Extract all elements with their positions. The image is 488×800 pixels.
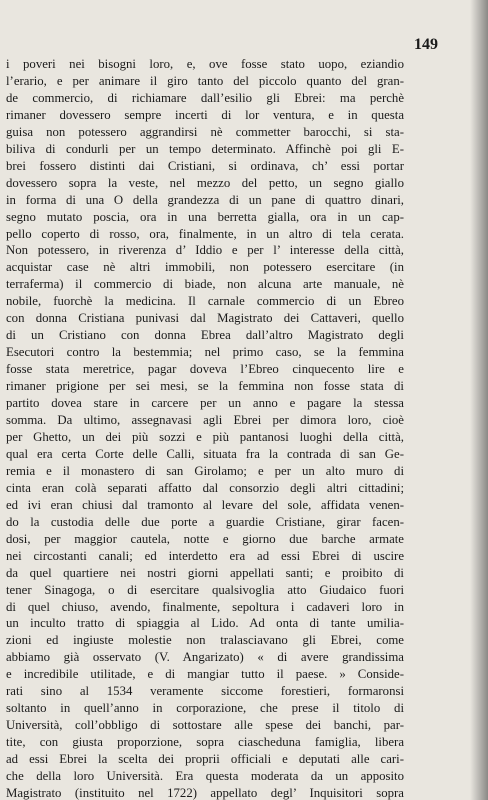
text-line: fosse stata meretrice, pagar doveva l’Ebreo cinquecento lire e — [6, 362, 404, 377]
text-line: Magistrato (instituito nel 1722) appellato degl’ Inquisitori sopra — [6, 785, 404, 800]
text-line: Non potessero, in riverenza d’ Iddio e per l’ interesse della città, — [6, 243, 404, 258]
text-line: da quel quartiere nei nostri giorni appellati santi; e proibito di — [6, 565, 404, 580]
text-line: brei fossero distinti dai Cristiani, si ordinava, ch’ essi portar — [6, 158, 404, 173]
text-line: Esecutori contro la bestemmia; nel primo caso, se la femmina — [6, 345, 404, 360]
text-line: guisa non potessero aggrandirsi nè commetter barocchi, si sta- — [6, 124, 404, 139]
text-line: dosi, per maggior cautela, notte e giorno due barche armate — [6, 531, 404, 546]
text-line: l’erario, e per animare il giro tanto del piccolo quanto del gran- — [6, 73, 404, 88]
text-line: e incredibile utilitade, e di mangiar tutto il paese. » Conside- — [6, 667, 404, 682]
text-line: di quel chiuso, avendo, finalmente, sepoltura i cadaveri loro in — [6, 599, 404, 614]
text-line: do la custodia delle due porte a guardie Cristiane, girar facen- — [6, 514, 404, 529]
text-line: ed ivi eran chiusi dal tramonto al levare del sole, affidata venen- — [6, 497, 404, 512]
body-text — [6, 56, 404, 800]
text-line: un inculto tratto di spiaggia al Lido. Ad onta di tante umilia- — [6, 616, 404, 631]
text-line: zioni ed ingiuste molestie non tralasciavano gli Ebrei, come — [6, 633, 404, 648]
text-line: soltanto in quell’anno in corporazione, che prese il titolo di — [6, 701, 404, 716]
text-line: con donna Cristiana punivasi dal Magistrato dei Cattaveri, quello — [6, 311, 404, 326]
text-line: abbiamo già osservato (V. Angarizato) « di avere grandissima — [6, 650, 404, 665]
text-line: acquistar case nè altri immobili, non potessero esercitare (in — [6, 260, 404, 275]
text-line: che della loro Università. Era questa moderata da un apposito — [6, 769, 404, 784]
text-line: nei circostanti canali; ed interdetto era ad essi Ebrei di uscire — [6, 548, 404, 563]
text-line: tener Sinagoga, o di esercitare qualsivoglia atto Giudaico fuori — [6, 582, 404, 597]
text-line: i poveri nei bisogni loro, e, ove fosse stato uopo, eziandio — [6, 57, 404, 71]
text-line: somma. Da ultimo, assegnavasi agli Ebrei per dimora loro, cioè — [6, 413, 404, 428]
text-line: remia e il monastero di san Girolamo; e per un alto muro di — [6, 463, 404, 478]
text-line: per Ghetto, un dei più sozzi e più pantanosi luoghi della città, — [6, 429, 404, 444]
page-number: 149 — [414, 36, 438, 53]
text-line: segno mutato poscia, ora in una berretta gialla, ora in un cap- — [6, 209, 404, 224]
text-line: biliva di condurli per un tempo determinato. Affinchè poi gli E- — [6, 141, 404, 156]
text-line: tite, con giusta proporzione, sopra ciascheduna famiglia, libera — [6, 735, 404, 750]
text-line: partito dovea stare in carcere per un anno e pagare la stessa — [6, 396, 404, 411]
text-line: rati sino al 1534 veramente siccome forestieri, formaronsi — [6, 684, 404, 699]
text-line: in forma di una O della grandezza di un pane di quattro dinari, — [6, 192, 404, 207]
text-line: cinta eran colà separati affatto dal consorzio degli altri cittadini; — [6, 480, 404, 495]
text-line: Università, coll’obbligo di sottostare alle spese dei banchi, par- — [6, 718, 404, 733]
text-line: rimaner dovessero sempre incerti di lor ventura, e in questa — [6, 107, 404, 122]
text-line: ad essi Ebrei la scelta dei proprii officiali e deputati alle cari- — [6, 752, 404, 767]
text-line: terraferma) il commercio di biade, non alcuna arte manuale, nè — [6, 277, 404, 292]
text-line: rimaner prigione per sei mesi, se la femmina non fosse stata di — [6, 379, 404, 394]
text-line: pello coperto di rosso, ora, finalmente, in un altro di tela cerata. — [6, 226, 404, 241]
text-line: nobile, fuorchè la medicina. Il carnale commercio di un Ebreo — [6, 294, 404, 309]
text-line: dovessero sopra la veste, nel mezzo del petto, un segno giallo — [6, 175, 404, 190]
text-line: de commercio, di richiamare dall’esilio gli Ebrei: ma perchè — [6, 90, 404, 105]
text-line: qual era certa Corte delle Calli, situata fra la contrada di san Ge- — [6, 446, 404, 461]
text-line: di un Cristiano con donna Ebrea dall’altro Magistrato degli — [6, 328, 404, 343]
